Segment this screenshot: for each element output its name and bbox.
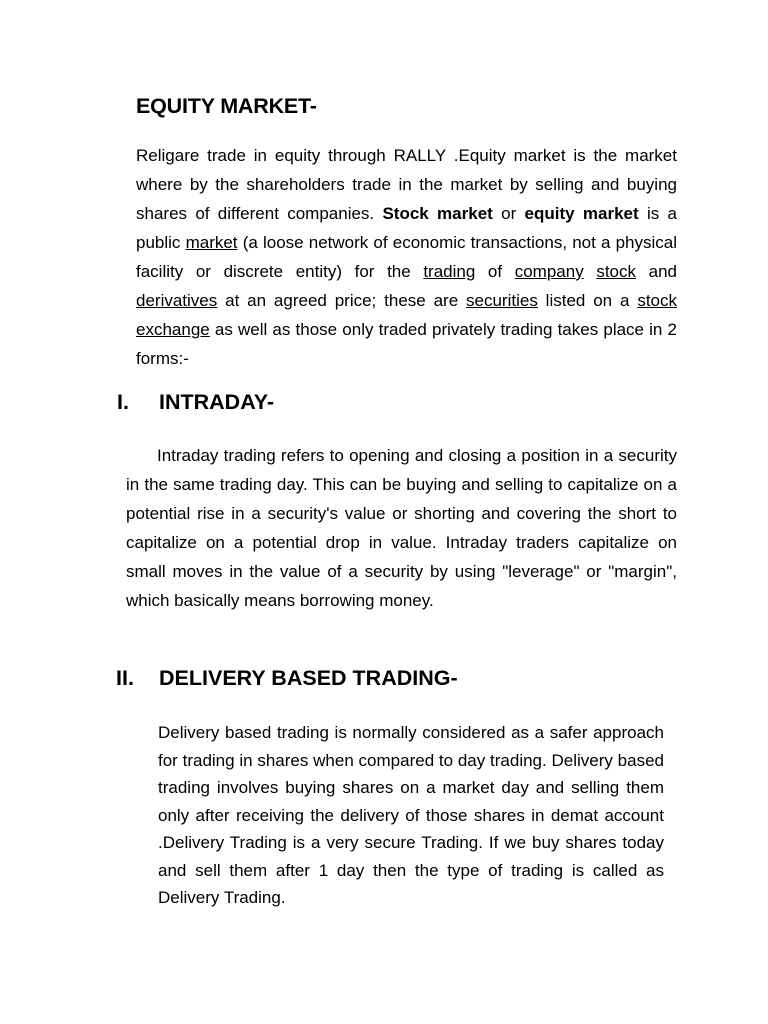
bold-term-equity-market: equity market: [524, 204, 639, 223]
section-title: DELIVERY BASED TRADING-: [159, 666, 458, 690]
intro-paragraph: [136, 141, 677, 373]
link-stock[interactable]: stock: [596, 262, 637, 281]
link-securities[interactable]: securities: [466, 291, 538, 310]
section-number: II.: [116, 666, 134, 690]
section-heading-intraday: [117, 390, 274, 415]
intro-text: at an agreed price; these are: [217, 291, 467, 310]
bold-term-stock-market: Stock market: [382, 204, 493, 223]
intro-text: listed on a: [537, 291, 638, 310]
intro-text: or: [492, 204, 525, 223]
intro-text: Religare trade in equity through RALLY .Equity market is the market where by the shareholders trade in the market by selling and buying shares of different companies.: [136, 146, 677, 223]
section-title: INTRADAY-: [159, 390, 275, 414]
delivery-paragraph: Delivery based trading is normally considered as a safer approach for trading in shares when compared to day trading. Delivery based trading involves buying shares on a market day and selling them only after receiving the delivery of those shares in demat account .Delivery Trading is a very secure Trading. If we buy shares today and sell them after 1 day then the type of trading is called as Delivery Trading.: [158, 723, 664, 907]
intro-text: [584, 262, 597, 281]
link-market[interactable]: market: [185, 233, 238, 252]
link-derivatives[interactable]: derivatives: [136, 291, 218, 310]
section-heading-delivery: [116, 666, 458, 691]
intro-text: as well as those only traded privately trading takes place in 2 forms:-: [136, 320, 677, 368]
intro-text: and: [636, 262, 677, 281]
intro-text: (a loose network of economic transactions, not a physical facility or discrete entity) for the: [136, 233, 678, 281]
intro-text: of: [475, 262, 515, 281]
page-title: EQUITY MARKET-: [136, 94, 317, 118]
link-stock-exchange[interactable]: stock exchange: [136, 291, 677, 339]
link-trading[interactable]: trading: [423, 262, 476, 281]
intraday-paragraph: Intraday trading refers to opening and closing a position in a security in the same trading day. This can be buying and selling to capitalize on a potential rise in a security's value or shorting and covering the short to capitalize on a potential drop in value. Intraday traders capitalize on small moves in the value of a security by using "leverage" or "margin", which basically means borrowing money.: [126, 446, 677, 610]
intro-text: is a public: [136, 204, 678, 252]
section-number: I.: [117, 390, 129, 414]
link-company[interactable]: company: [514, 262, 584, 281]
